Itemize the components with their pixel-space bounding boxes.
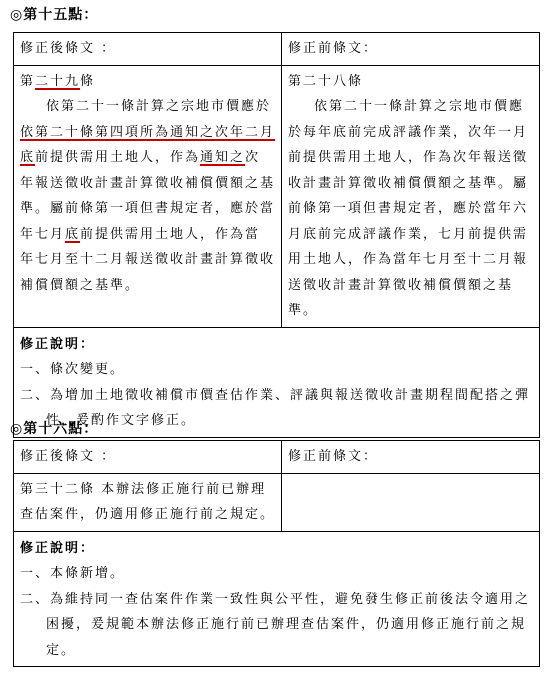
new-article-text: 依第二十一條計算之宗地市價應於依第二十條第四項所為通知之次年二月底前提供需用土地人，作為通知之次年報送徵收計畫計算徵收補償價額之基準。屬前條第一項但書規定者，應於當年七月底前提供需用土地人，作為當年七月至十二月報送徵收計畫計算徵收補償價額之基準。 [20,99,276,293]
explanation-title: 修正說明： [20,540,96,556]
section-16-table [13,440,540,667]
section-15-heading: ◎第十五點： [10,7,99,23]
old-article-text: 依第二十一條計算之宗地市價應於每年底前完成評議作業，次年一月前提供需用土地人，作為次年報送徵收計畫計算徵收補償價額之基準。屬前條第一項但書規定者，應於當年六月底前完成評議作業，七月前提供需用土地人，作為當年七月至十二月報送徵收計畫計算徵收補償價額之基準。 [288,99,529,318]
old-article-cell [282,473,540,531]
new-article-text: 第三十二條 本辦法修正施行前已辦理查估案件，仍適用修正施行前之規定。 [20,481,276,522]
new-article-cell [14,473,282,531]
old-article-header: 修正前條文： [282,441,540,474]
new-article-number: 第二十九條 [20,73,96,89]
section-16-explanation [14,531,540,667]
explanation-title: 修正說明： [20,336,96,352]
explanation-item: 一、條次變更。 [20,362,126,377]
explanation-item: 二、為維持同一查估案件作業一致性與公平性，避免發生修正前後法令適用之困擾，爰規範本辦法修正施行前已辦理查估案件，仍適用修正施行前之規定。 [20,591,531,658]
old-article-number: 第二十八條 [288,73,364,89]
new-article-cell [14,65,282,327]
new-article-header: 修正後條文 ： [14,33,282,66]
section-15-table [13,32,540,438]
explanation-item: 二、為增加土地徵收補償市價查估作業、評議與報送徵收計畫期程間配搭之彈性，爰酌作文字修正。 [20,387,531,428]
explanation-item: 一、本條新增。 [20,566,126,581]
section-16-heading: ◎第十六點： [10,421,99,437]
old-article-cell [282,65,540,327]
new-article-header: 修正後條文 ： [14,441,282,474]
old-article-header: 修正前條文： [282,33,540,66]
